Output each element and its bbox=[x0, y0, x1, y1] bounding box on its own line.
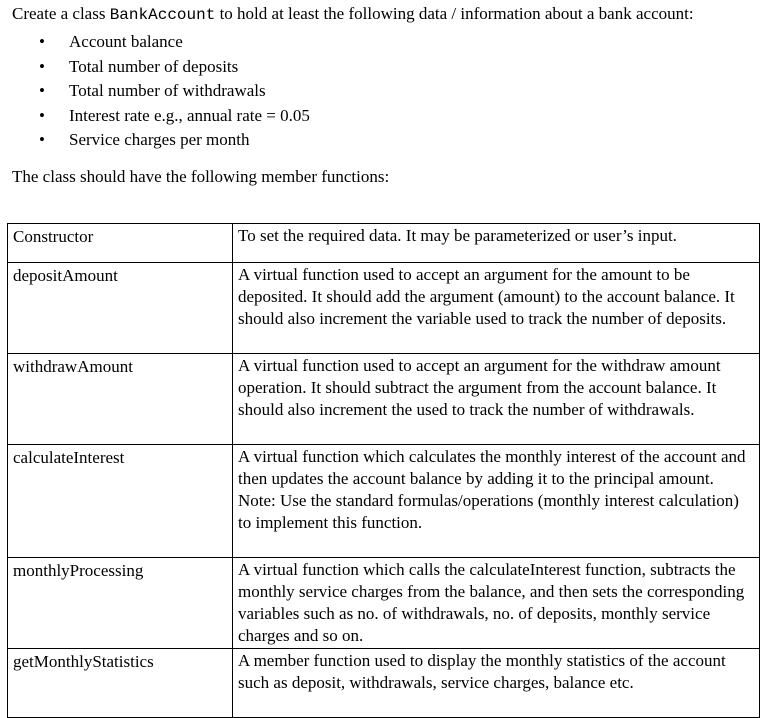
bullet-icon: • bbox=[39, 81, 45, 100]
member-functions-table bbox=[7, 223, 760, 718]
intro-text-before: Create a class bbox=[12, 4, 110, 23]
function-description-text: A virtual function which calculates the monthly interest of the account and then updates the account balance by adding it to the principal amount. bbox=[238, 447, 746, 488]
intro-text-after: to hold at least the following data / information about a bank account: bbox=[215, 4, 694, 23]
list-item-text: Total number of deposits bbox=[69, 56, 239, 76]
function-description-cell: A virtual function used to accept an argument for the amount to be deposited. It should add the argument (amount) to the account balance. It should also increment the variable used to track the number of deposits. bbox=[233, 263, 760, 354]
list-item-text: Account balance bbox=[69, 32, 183, 51]
list-item bbox=[12, 30, 764, 55]
table-row bbox=[8, 224, 760, 263]
data-field-list bbox=[12, 30, 764, 153]
list-item bbox=[12, 79, 764, 104]
function-description-cell: A virtual function which calls the calculateInterest function, subtracts the monthly service charges from the balance, and then sets the corresponding variables such as no. of withdrawals, no. of deposits, monthly service charges and so on. bbox=[233, 558, 760, 649]
function-name-cell: monthlyProcessing bbox=[8, 558, 233, 649]
list-item-text: Total number of withdrawals bbox=[69, 81, 266, 100]
function-name-cell: getMonthlyStatistics bbox=[8, 649, 233, 718]
function-note-text: Note: Use the standard formulas/operations (monthly interest calculation) to implement this function. bbox=[238, 491, 739, 532]
bullet-icon: • bbox=[39, 130, 45, 149]
function-description-cell: A virtual function used to accept an argument for the withdraw amount operation. It should subtract the argument from the account balance. It should also increment the used to track the number of withdrawals. bbox=[233, 354, 760, 445]
function-description-cell: A member function used to display the monthly statistics of the account such as deposit, withdrawals, service charges, balance etc. bbox=[233, 649, 760, 718]
bullet-icon: • bbox=[39, 32, 45, 51]
list-item-text: Service charges per month bbox=[69, 130, 250, 149]
function-name-cell: withdrawAmount bbox=[8, 354, 233, 445]
table-row bbox=[8, 263, 760, 354]
list-item bbox=[12, 55, 764, 80]
function-description-cell: To set the required data. It may be parameterized or user’s input. bbox=[233, 224, 760, 263]
document-page bbox=[12, 2, 764, 188]
bullet-icon: • bbox=[39, 56, 45, 76]
table-row bbox=[8, 649, 760, 718]
table-row bbox=[8, 354, 760, 445]
function-description-cell bbox=[233, 445, 760, 558]
function-name-cell: depositAmount bbox=[8, 263, 233, 354]
bullet-icon: • bbox=[39, 105, 45, 125]
member-functions-lead: The class should have the following member functions: bbox=[12, 166, 390, 186]
function-name-cell: calculateInterest bbox=[8, 445, 233, 558]
list-item bbox=[12, 128, 764, 153]
function-name-cell: Constructor bbox=[8, 224, 233, 263]
class-name: BankAccount bbox=[109, 6, 216, 24]
list-item-text: Interest rate e.g., annual rate = 0.05 bbox=[69, 105, 310, 125]
table-row bbox=[8, 558, 760, 649]
intro-paragraph bbox=[12, 2, 752, 27]
table-row bbox=[8, 445, 760, 558]
list-item bbox=[12, 104, 764, 129]
